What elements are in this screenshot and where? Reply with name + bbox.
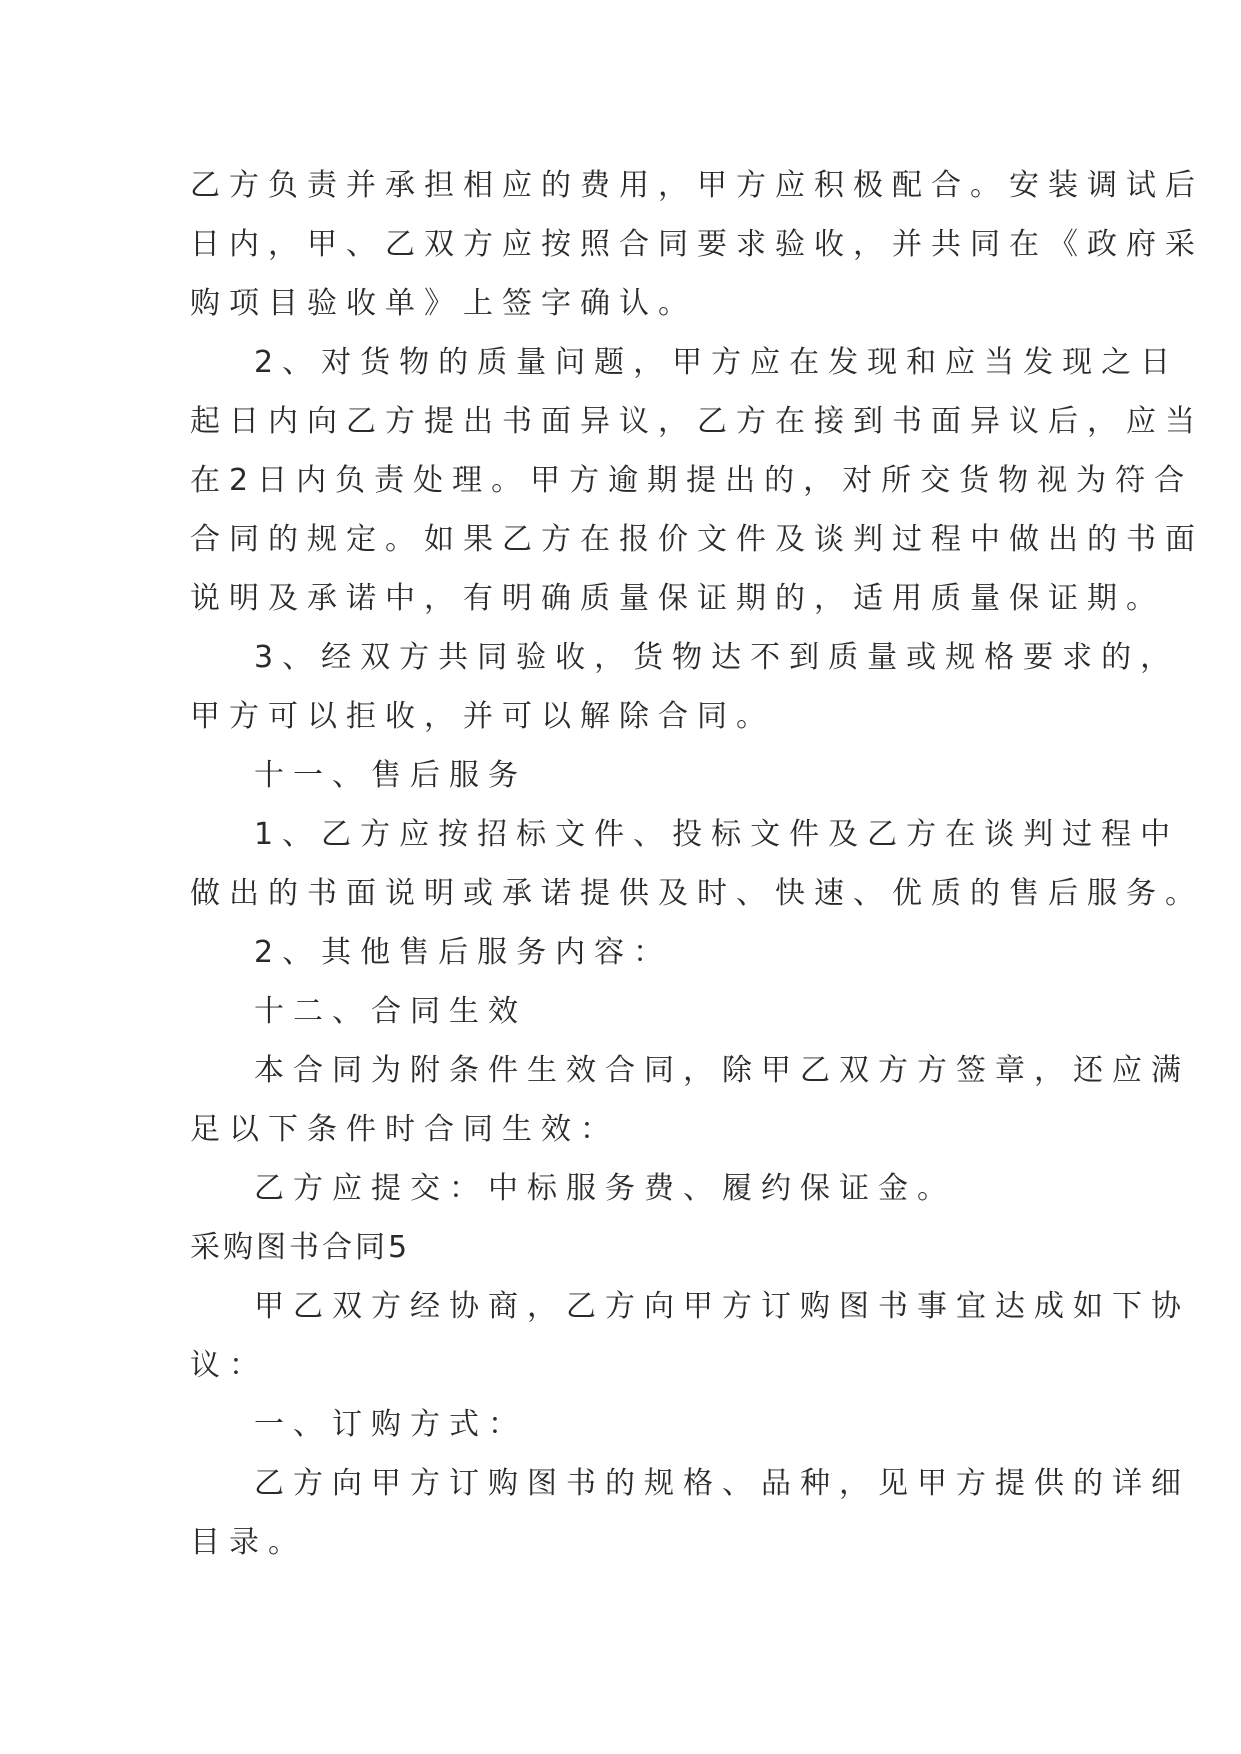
- text-line: 十一、售后服务: [254, 758, 527, 793]
- text-line: 十二、合同生效: [254, 994, 527, 1029]
- text-line: 起日内向乙方提出书面异议，乙方在接到书面异议后，应当: [190, 404, 1204, 439]
- section-heading-after-sales: [190, 746, 1060, 805]
- text-line: 议：: [190, 1348, 268, 1383]
- paragraph-submission: [190, 1159, 1060, 1218]
- text-line: 采购图书合同5: [190, 1230, 411, 1265]
- paragraph-other-after-sales: [190, 923, 1060, 982]
- paragraph-after-sales-service: [190, 805, 1204, 923]
- paragraph-order-details: [190, 1454, 1190, 1572]
- paragraph-acceptance-intro: [190, 156, 1204, 333]
- text-line: 乙方负责并承担相应的费用，甲方应积极配合。安装调试后: [190, 168, 1204, 203]
- text-line: 购项目验收单》上签字确认。: [190, 286, 697, 321]
- text-line: 日内，甲、乙双方应按照合同要求验收，并共同在《政府采: [190, 227, 1204, 262]
- paragraph-quality-issues: [190, 333, 1204, 628]
- document-body: [190, 156, 1204, 1572]
- text-line: 2、其他售后服务内容：: [254, 935, 673, 970]
- text-line: 乙方应提交：中标服务费、履约保证金。: [254, 1171, 956, 1206]
- text-line: 本合同为附条件生效合同，除甲乙双方方签章，还应满: [254, 1053, 1190, 1088]
- text-line: 目录。: [190, 1525, 307, 1560]
- text-line: 甲方可以拒收，并可以解除合同。: [190, 699, 775, 734]
- paragraph-agreement-intro: [190, 1277, 1190, 1395]
- paragraph-joint-acceptance: [190, 628, 1180, 746]
- text-line: 一、订购方式：: [254, 1407, 527, 1442]
- text-line: 甲乙双方经协商，乙方向甲方订购图书事宜达成如下协: [254, 1289, 1190, 1324]
- text-line: 在2日内负责处理。甲方逾期提出的，对所交货物视为符合: [190, 463, 1194, 498]
- text-line: 做出的书面说明或承诺提供及时、快速、优质的售后服务。: [190, 876, 1204, 911]
- text-line: 合同的规定。如果乙方在报价文件及谈判过程中做出的书面: [190, 522, 1204, 557]
- section-heading-effectiveness: [190, 982, 1060, 1041]
- document-title-contract-5: [190, 1218, 1060, 1277]
- text-line: 2、对货物的质量问题，甲方应在发现和应当发现之日: [254, 345, 1180, 380]
- paragraph-conditional-effect: [190, 1041, 1190, 1159]
- text-line: 说明及承诺中，有明确质量保证期的，适用质量保证期。: [190, 581, 1165, 616]
- text-line: 3、经双方共同验收，货物达不到质量或规格要求的，: [254, 640, 1180, 675]
- section-heading-order-method: [190, 1395, 1060, 1454]
- text-line: 乙方向甲方订购图书的规格、品种，见甲方提供的详细: [254, 1466, 1190, 1501]
- text-line: 足以下条件时合同生效：: [190, 1112, 619, 1147]
- text-line: 1、乙方应按招标文件、投标文件及乙方在谈判过程中: [254, 817, 1180, 852]
